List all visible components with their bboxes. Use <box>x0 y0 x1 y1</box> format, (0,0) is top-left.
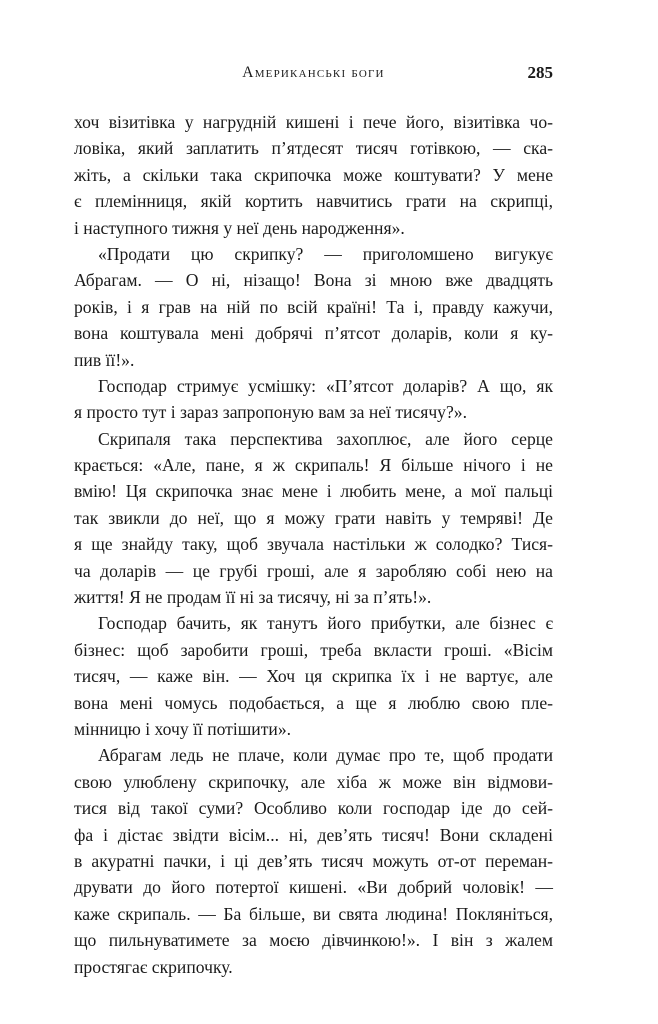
text-line: друвати до його потертої кишені. «Ви добрий чоловік! — <box>74 877 553 898</box>
text-line: Абрагам ледь не плаче, коли думає про те, щоб продати <box>98 745 553 766</box>
text-line: так звикли до неї, що я можу грати навіть у темряві! Де <box>74 507 553 528</box>
text-line: що пильнуватимете за моєю дівчинкою!». І він з жалем <box>74 930 553 951</box>
text-line: життя! Я не продам її ні за тисячу, ні за п’ять!». <box>74 587 432 608</box>
text-line: я ще знайду таку, щоб звучала настільки ж солодко? Тися- <box>74 534 553 555</box>
page-number: 285 <box>527 63 553 82</box>
text-line: ча доларів — це грубі гроші, але я заробляю собі нею на <box>74 560 553 581</box>
text-line: пив її!». <box>74 349 135 370</box>
text-line: свою улюблену скрипочку, але хіба ж може він відмови- <box>74 771 553 792</box>
text-line: вона мені чомусь подобається, а ще я люблю свою пле- <box>74 692 553 713</box>
text-line: Господар стримує усмішку: «П’ятсот доларів? А що, як <box>98 375 553 396</box>
text-line: простягає скрипочку. <box>74 956 233 977</box>
text-line: жіть, а скільки така скрипочка може коштувати? У мене <box>74 164 553 185</box>
text-line: вмію! Ця скрипочка знає мене і любить мене, а мої пальці <box>74 481 553 502</box>
text-line: вона коштувала мені добрячі п’ятсот доларів, коли я ку- <box>74 323 553 344</box>
text-line: є племінниця, якій кортить навчитись грати на скрипці, <box>74 191 553 212</box>
text-line: ловіка, який заплатить п’ятдесят тисяч готівкою, — ска- <box>74 138 553 159</box>
text-line: в акуратні пачки, і ці дев’ять тисяч можуть от-от переман- <box>74 850 553 871</box>
text-line: крається: «Але, пане, я ж скрипаль! Я більше нічого і не <box>74 455 553 476</box>
text-line: бізнес: щоб заробити гроші, треба вкласти гроші. «Вісім <box>74 639 553 660</box>
text-line: фа і дістає звідти вісім... ні, дев’ять тисяч! Вони складені <box>74 824 553 845</box>
text-line: і наступного тижня у неї день народження». <box>74 217 405 238</box>
text-line: Абрагам. — О ні, нізащо! Вона зі мною вже двадцять <box>74 270 553 291</box>
text-line: тися від такої суми? Особливо коли господар іде до сей- <box>74 798 553 819</box>
text-line: «Продати цю скрипку? — приголомшено вигукує <box>98 243 553 264</box>
text-line: каже скрипаль. — Ба більше, ви свята людина! Покляніться, <box>74 903 553 924</box>
text-line: Скрипаля така перспектива захоплює, але його серце <box>98 428 553 449</box>
running-head <box>74 64 553 88</box>
text-line: мінницю і хочу її потішити». <box>74 718 292 739</box>
body-text <box>74 109 553 980</box>
book-title: Американські боги <box>242 64 385 81</box>
text-line: хоч візитівка у нагрудній кишені і пече його, візитівка чо- <box>74 112 553 132</box>
text-line: років, і я грав на ній по всій країні! Та і, правду кажучи, <box>74 296 553 317</box>
text-line: Господар бачить, як танутъ його прибутки, але бізнес є <box>98 613 553 634</box>
text-line: я просто тут і зараз запропоную вам за неї тисячу?». <box>74 402 467 423</box>
text-line: тисяч, — каже він. — Хоч ця скрипка їх і не вартує, але <box>74 666 553 687</box>
